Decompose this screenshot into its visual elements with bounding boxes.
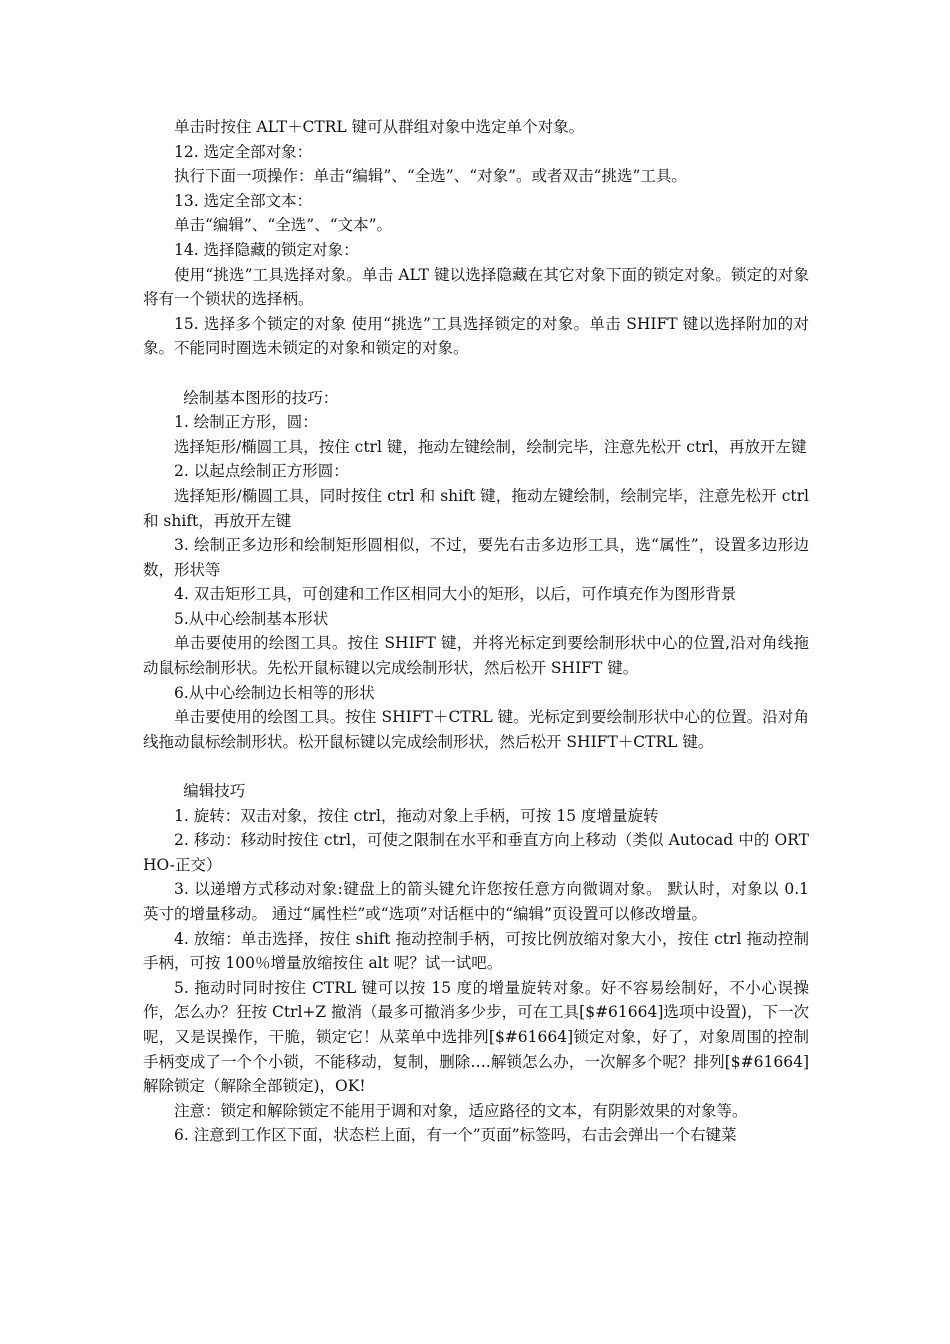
item-15-body: 15. 选择多个锁定的对象 使用“挑选”工具选择锁定的对象。单击 SHIFT 键以选择附加的对象。不能同时圈选未锁定的对象和锁定的对象。 [143,314,809,358]
section-spacer [143,361,809,386]
draw-item-1-body: 选择矩形/椭圆工具，按住 ctrl 键，拖动左键绘制，绘制完毕，注意先松开 ctrl，再放开左键 [174,437,807,456]
draw-item-2-body: 选择矩形/椭圆工具，同时按住 ctrl 和 shift 键，拖动左键绘制，绘制完毕，注意先松开 ctrl 和 shift，再放开左键 [143,486,809,530]
item-12-body: 执行下面一项操作：单击“编辑”、“全选”、“对象”。或者双击“挑选”工具。 [174,167,687,186]
draw-item-4: 4. 双击矩形工具，可创建和工作区相同大小的矩形，以后，可作填充作为图形背景 [174,585,737,604]
paragraph-alt-ctrl-group: 单击时按住 ALT＋CTRL 键可从群组对象中选定单个对象。 [174,118,585,136]
draw-item-3: 3. 绘制正多边形和绘制矩形圆相似，不过，要先右击多边形工具，选“属性”，设置多边形边数，形状等 [143,536,809,579]
draw-item-5-body: 单击要使用的绘图工具。按住 SHIFT 键，并将光标定到要绘制形状中心的位置,沿对角线拖动鼠标绘制形状。先松开鼠标键以完成绘制形状，然后松开 SHIFT 键。 [143,634,809,678]
draw-item-1-title: 1. 绘制正方形，圆： [174,413,318,432]
edit-item-6: 6. 注意到工作区下面，状态栏上面，有一个”页面”标签吗，右击会弹出一个右键菜 [174,1126,737,1145]
item-12-title: 12. 选定全部对象： [174,142,313,161]
draw-item-6-body: 单击要使用的绘图工具。按住 SHIFT＋CTRL 键。光标定到要绘制形状中心的位置。沿对角线拖动鼠标绘制形状。松开鼠标键以完成绘制形状，然后松开 SHIFT＋CTRL 键。 [143,708,809,751]
document-page [143,115,809,1148]
edit-item-4: 4. 放缩：单击选择，按住 shift 拖动控制手柄，可按比例放缩对象大小，按住 ctrl 拖动控制手柄，可按 100％增量放缩按住 alt 呢？试一试吧。 [143,929,809,973]
edit-note: 注意：锁定和解除锁定不能用于调和对象，适应路径的文本，有阴影效果的对象等。 [174,1101,748,1120]
edit-item-5: 5. 拖动时同时按住 CTRL 键可以按 15 度的增量旋转对象。好不容易绘制好，不小心误操作，怎么办？狂按 Ctrl+Z 撤消（最多可撤消多少步，可在工具[$#61664]选项中设置)，下一次呢，又是误操作，干脆，锁定它！从菜单中选排列[$#61664]锁定对象，好了，对象周围的控制手柄变成了一个个小锁，不能移动，复制，删除….解锁怎么办，一次解多个呢？排列[$#61664]解除锁定（解除全部锁定)，OK! [143,978,809,1096]
draw-item-6-title: 6.从中心绘制边长相等的形状 [174,683,375,702]
section-heading-edit: 编辑技巧 [183,782,246,801]
item-13-title: 13. 选定全部文本： [174,191,313,210]
section-heading-draw: 绘制基本图形的技巧： [183,388,339,407]
item-14-title: 14. 选择隐藏的锁定对象： [174,240,359,259]
draw-item-2-title: 2. 以起点绘制正方形圆： [174,462,349,481]
section-spacer [143,754,809,779]
item-13-body: 单击“编辑”、“全选”、“文本”。 [174,216,393,235]
draw-item-5-title: 5.从中心绘制基本形状 [174,609,329,628]
edit-item-3: 3. 以递增方式移动对象:键盘上的箭头键允许您按任意方向微调对象。 默认时，对象以 0.1 英寸的增量移动。 通过“属性栏”或“选项”对话框中的“编辑”页设置可以修改增量。 [143,880,809,923]
edit-item-1: 1. 旋转：双击对象，按住 ctrl，拖动对象上手柄，可按 15 度增量旋转 [174,806,659,825]
item-14-body: 使用“挑选”工具选择对象。单击 ALT 键以选择隐藏在其它对象下面的锁定对象。锁定的对象将有一个锁状的选择柄。 [143,265,809,309]
edit-item-2: 2. 移动：移动时按住 ctrl，可使之限制在水平和垂直方向上移动（类似 Autocad 中的 ORTHO-正交） [143,831,809,874]
